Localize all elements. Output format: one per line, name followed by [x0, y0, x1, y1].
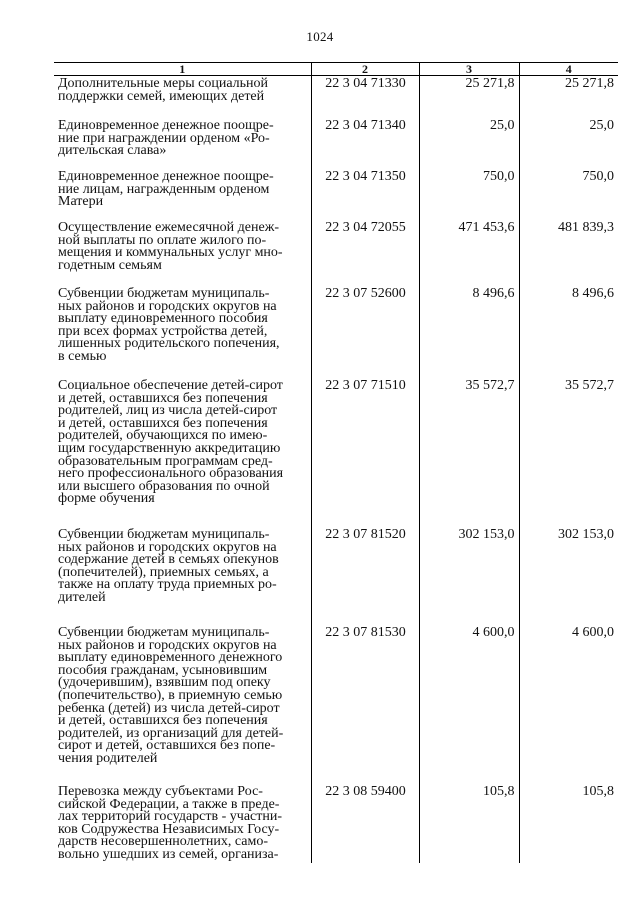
- row-name: [54, 76, 311, 119]
- row-code: 22 3 07 71510: [311, 378, 419, 527]
- row-value-3: 105,8: [419, 784, 519, 863]
- column-header-1: 1: [54, 63, 311, 76]
- table-row: [54, 118, 618, 169]
- row-name-line: ков Содружества Независимых Госу-: [58, 821, 280, 837]
- row-name-line: (удочерившим), взявшим под опеку: [58, 675, 271, 691]
- row-name-line: щим государственную аккредитацию: [58, 440, 281, 456]
- row-name-line: родителей, из организаций для детей-: [58, 725, 284, 741]
- row-name: [54, 625, 311, 784]
- row-name-line: ных районов и городских округов на: [58, 539, 277, 555]
- row-name-line: и детей, оставшихся без попечения: [58, 713, 268, 729]
- row-name-line: дителей: [58, 589, 106, 605]
- row-name-line: лах территорий государств - участни-: [58, 809, 283, 825]
- row-value-3: 471 453,6: [419, 220, 519, 286]
- row-name-line: Дополнительные меры социальной: [58, 76, 269, 91]
- row-name-line: ных районов и городских округов на: [58, 298, 277, 314]
- row-name-line: Единовременное денежное поощре-: [58, 169, 274, 184]
- row-name: [54, 286, 311, 378]
- table-row: [54, 625, 618, 784]
- row-name-line: также на оплату труда приемных ро-: [58, 577, 277, 593]
- row-name: [54, 784, 311, 863]
- row-value-4: 750,0: [519, 169, 618, 220]
- row-name-line: дительская слава»: [58, 143, 167, 159]
- row-name-line: него профессионального образования: [58, 466, 284, 482]
- row-name-line: выплату единовременного пособия: [58, 311, 268, 327]
- row-value-3: 302 153,0: [419, 527, 519, 625]
- row-value-3: 4 600,0: [419, 625, 519, 784]
- row-name-line: ние при награждении орденом «Ро-: [58, 130, 270, 146]
- table-row: [54, 169, 618, 220]
- row-value-4: 35 572,7: [519, 378, 618, 527]
- row-name-line: Единовременное денежное поощре-: [58, 118, 274, 133]
- row-name: [54, 527, 311, 625]
- table-row: [54, 76, 618, 119]
- column-header-2: 2: [311, 63, 419, 76]
- row-name-line: Субвенции бюджетам муниципаль-: [58, 527, 270, 542]
- column-header-3: 3: [419, 63, 519, 76]
- row-name-line: Социальное обеспечение детей-сирот: [58, 378, 283, 393]
- row-name-line: дарств несовершеннолетних, само-: [58, 834, 269, 850]
- row-value-3: 750,0: [419, 169, 519, 220]
- row-name-line: или высшего образования по очной: [58, 478, 270, 494]
- row-name-line: мещения и коммунальных услуг мно-: [58, 245, 283, 261]
- row-name-line: вольно ушедших из семей, организа-: [58, 846, 279, 862]
- row-name-line: и детей, оставшихся без попечения: [58, 415, 268, 431]
- table-header-row: [54, 63, 618, 76]
- row-name-line: образовательным программам сред-: [58, 453, 273, 469]
- row-name-line: родителей, обучающихся по имею-: [58, 428, 268, 444]
- column-header-4: 4: [519, 63, 618, 76]
- row-name-line: пособия гражданам, усыновившим: [58, 662, 268, 678]
- row-code: 22 3 07 81530: [311, 625, 419, 784]
- table-row: [54, 378, 618, 527]
- row-name-line: поддержки семей, имеющих детей: [58, 88, 265, 104]
- row-value-4: 25 271,8: [519, 76, 618, 119]
- row-name-line: ребенка (детей) из числа детей-сирот: [58, 700, 280, 716]
- row-name: [54, 220, 311, 286]
- row-value-3: 35 572,7: [419, 378, 519, 527]
- row-value-4: 481 839,3: [519, 220, 618, 286]
- row-name: [54, 169, 311, 220]
- row-name-line: и детей, оставшихся без попечения: [58, 390, 268, 406]
- row-name-line: (попечительство), в приемную семью: [58, 687, 283, 703]
- table-row: [54, 286, 618, 378]
- row-value-4: 8 496,6: [519, 286, 618, 378]
- row-name-line: ние лицам, награжденным орденом: [58, 181, 270, 197]
- table-row: [54, 784, 618, 863]
- row-name-line: содержание детей в семьях опекунов: [58, 552, 279, 568]
- row-name-line: при всех формах устройства детей,: [58, 323, 268, 339]
- row-value-4: 25,0: [519, 118, 618, 169]
- row-name-line: ной выплаты по оплате жилого по-: [58, 232, 267, 248]
- row-value-4: 4 600,0: [519, 625, 618, 784]
- row-code: 22 3 04 72055: [311, 220, 419, 286]
- row-name-line: сирот и детей, оставшихся без попе-: [58, 738, 276, 754]
- page-number: 1024: [306, 29, 334, 44]
- row-code: 22 3 07 52600: [311, 286, 419, 378]
- row-name-line: Осуществление ежемесячной денеж-: [58, 220, 280, 235]
- row-name-line: Субвенции бюджетам муниципаль-: [58, 286, 270, 301]
- row-name-line: ных районов и городских округов на: [58, 637, 277, 653]
- row-code: 22 3 04 71350: [311, 169, 419, 220]
- table-row: [54, 527, 618, 625]
- row-code: 22 3 04 71340: [311, 118, 419, 169]
- row-name: [54, 118, 311, 169]
- row-name-line: (попечителей), приемных семьях, а: [58, 564, 269, 580]
- row-name-line: в семью: [58, 348, 107, 364]
- row-code: 22 3 07 81520: [311, 527, 419, 625]
- row-name-line: выплату единовременного денежного: [58, 650, 283, 666]
- row-code: 22 3 04 71330: [311, 76, 419, 119]
- row-value-4: 105,8: [519, 784, 618, 863]
- table-row: [54, 220, 618, 286]
- row-value-3: 8 496,6: [419, 286, 519, 378]
- row-name-line: форме обучения: [58, 491, 155, 507]
- row-name-line: годетным семьям: [58, 257, 162, 273]
- row-value-3: 25 271,8: [419, 76, 519, 119]
- row-value-4: 302 153,0: [519, 527, 618, 625]
- row-name: [54, 378, 311, 527]
- row-name-line: Матери: [58, 194, 104, 210]
- row-name-line: родителей, лиц из числа детей-сирот: [58, 403, 278, 419]
- budget-table: [54, 62, 618, 863]
- row-name-line: сийской Федерации, а также в преде-: [58, 796, 280, 812]
- row-value-3: 25,0: [419, 118, 519, 169]
- row-name-line: чения родителей: [58, 750, 158, 766]
- row-name-line: лишенных родительского попечения,: [58, 336, 280, 352]
- row-name-line: Субвенции бюджетам муниципаль-: [58, 625, 270, 640]
- row-name-line: Перевозка между субъектами Рос-: [58, 784, 263, 799]
- row-code: 22 3 08 59400: [311, 784, 419, 863]
